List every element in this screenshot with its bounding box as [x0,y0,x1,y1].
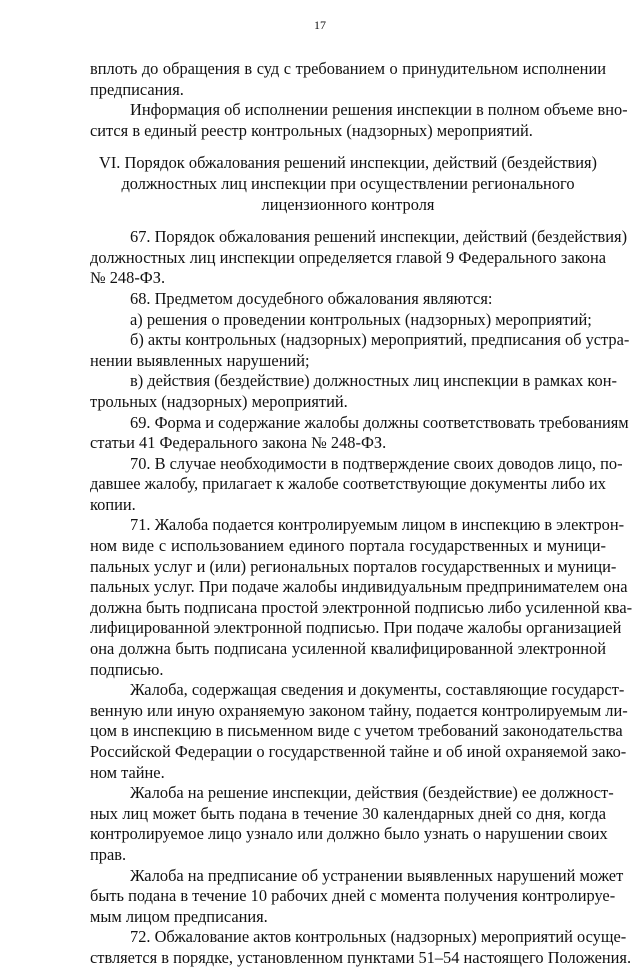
text-line: прав. [90,844,127,864]
text-line: б) акты контрольных (надзорных) мероприятий, предписания об устра- [130,330,630,350]
text-line: ном тайне. [90,762,165,782]
section-title-line: лицензионного контроля [261,194,435,214]
section-title-line: должностных лиц инспекции при осуществлении регионального [121,173,575,193]
text-line: 67. Порядок обжалования решений инспекции, действий (бездействия) [130,227,628,247]
text-line: должностных лиц инспекции определяется главой 9 Федерального закона [90,247,606,267]
text-line: лифицированной электронной подписью. При подаче жалобы организацией [90,618,622,638]
text-line: в) действия (бездействие) должностных лиц инспекции в рамках кон- [130,371,617,391]
text-line: ствляется в порядке, установленном пунктами 51–54 настоящего Положения. [90,947,632,967]
intro-text [90,59,628,141]
text-line: венную или иную охраняемую законом тайну, подается контролируемым ли- [90,700,628,720]
text-line: 68. Предметом досудебного обжалования являются: [130,288,493,308]
text-line: быть подана в течение 10 рабочих дней с момента получения контролируе- [90,886,616,906]
section-title-line: VI. Порядок обжалования решений инспекции, действий (бездействия) [99,153,597,173]
text-line: Информация об исполнении решения инспекции в полном объеме вно- [130,100,628,120]
section-paragraphs [90,227,633,968]
text-line: должна быть подписана простой электронной подписью либо усиленной ква- [90,597,633,617]
text-line: давшее жалобу, прилагает к жалобе соответствующие документы либо их [90,474,606,494]
text-line: статьи 41 Федерального закона № 248-ФЗ. [90,433,387,453]
text-line: 72. Обжалование актов контрольных (надзорных) мероприятий осуще- [130,927,627,947]
text-line: Жалоба, содержащая сведения и документы, составляющие государст- [130,680,625,700]
text-line: 70. В случае необходимости в подтверждение своих доводов лицо, по- [130,453,623,473]
section-heading [90,153,606,215]
text-line: мым лицом предписания. [90,906,268,926]
text-line: а) решения о проведении контрольных (надзорных) мероприятий; [130,309,592,329]
page-number: 17 [314,18,326,32]
text-line: № 248-ФЗ. [90,268,166,288]
text-line: сится в единый реестр контрольных (надзорных) мероприятий. [90,120,533,140]
text-line: 71. Жалоба подается контролируемым лицом в инспекцию в электрон- [130,515,625,535]
text-line: вплоть до обращения в суд с требованием о принудительном исполнении [90,59,606,78]
text-line: 69. Форма и содержание жалобы должны соответствовать требованиям [130,412,629,432]
document-body [90,59,633,969]
text-line: ных лиц может быть подана в течение 30 календарных дней со дня, когда [90,803,606,823]
text-line: Жалоба на решение инспекции, действия (бездействие) ее должност- [130,783,614,803]
text-line: цом в инспекцию в письменном виде с учетом требований законодательства [90,721,623,741]
text-line: Жалоба на предписание об устранении выявленных нарушений может [130,865,624,885]
text-line: трольных (надзорных) мероприятий. [90,391,348,411]
text-line: пальных услуг и (или) региональных порталов государственных и муници- [90,556,617,576]
text-line: предписания. [90,79,184,99]
text-line: подписью. [90,659,164,679]
text-line: контролируемое лицо узнало или должно было узнать о нарушении своих [90,824,608,844]
text-line: копии. [90,494,136,514]
text-line: она должна быть подписана усиленной квалифицированной электронной [90,639,606,659]
text-line: пальных услуг. При подаче жалобы индивидуальным предпринимателем она [90,577,628,597]
text-line: ном виде с использованием единого портала государственных и муници- [90,536,606,556]
text-line: Российской Федерации о государственной тайне и об иной охраняемой зако- [90,742,627,761]
text-line: нении выявленных нарушений; [90,350,310,370]
